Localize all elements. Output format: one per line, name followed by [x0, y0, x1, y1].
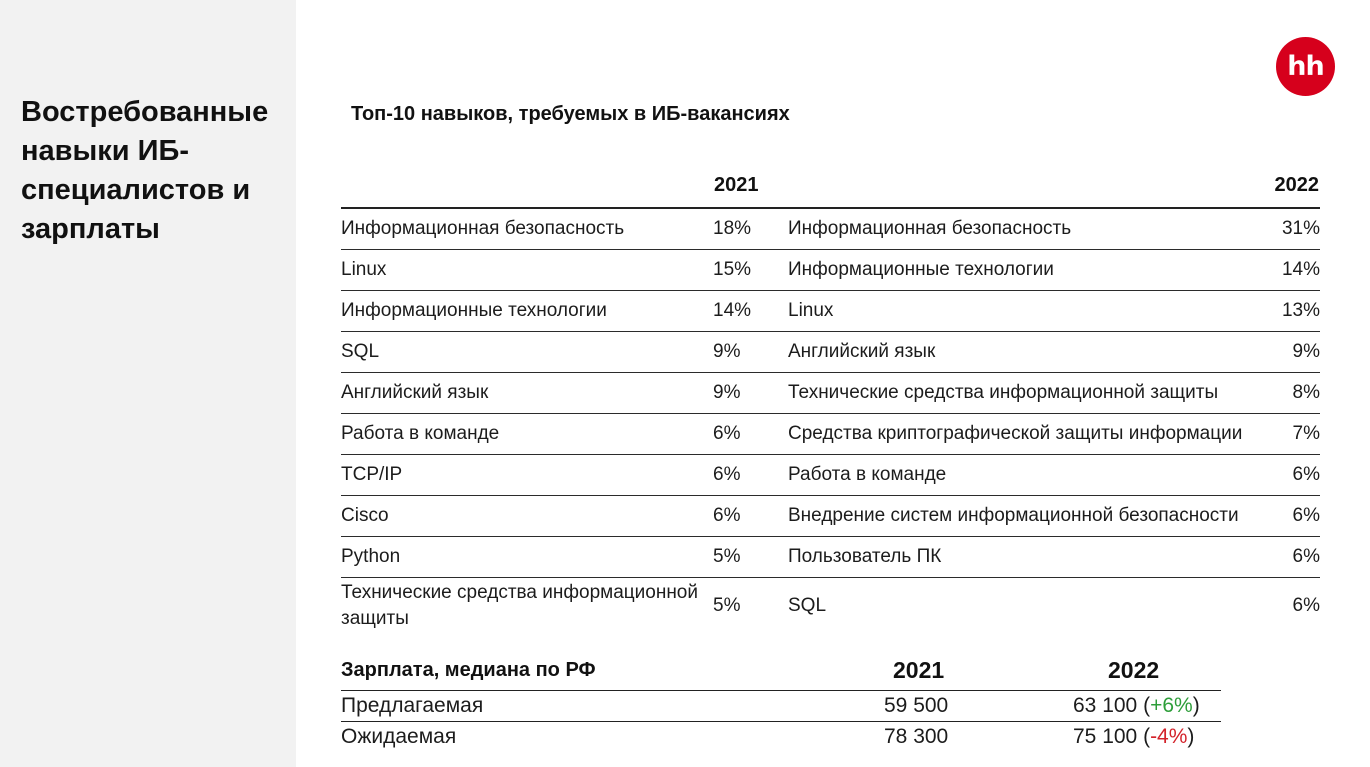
- skills-row: [341, 455, 1320, 496]
- salary-2022-cell: 75 100 (-4%): [1073, 725, 1195, 748]
- skill-2022-percent: 6%: [1292, 595, 1320, 616]
- skill-2021-percent: 5%: [713, 546, 741, 567]
- skills-table-title: Топ-10 навыков, требуемых в ИБ-вакансиях: [351, 103, 790, 125]
- skill-2022-percent: 7%: [1292, 423, 1320, 444]
- skill-2021-percent: 9%: [713, 341, 741, 362]
- skills-row: [341, 578, 1320, 635]
- salary-table-rule: [341, 690, 1221, 691]
- salary-change-positive: +6%: [1150, 694, 1193, 717]
- salary-2022-value: 75 100: [1073, 725, 1138, 748]
- skill-2022-name: SQL: [788, 595, 827, 616]
- salary-row-label: Ожидаемая: [341, 725, 457, 748]
- skill-2022-percent: 8%: [1292, 382, 1320, 403]
- salary-row-expected: [341, 723, 1221, 753]
- skills-row: [341, 496, 1320, 537]
- salary-2021-value: 59 500: [884, 694, 949, 717]
- salary-row-divider: [341, 721, 1221, 722]
- skill-2022-name: Средства криптографической защиты информации: [788, 423, 1243, 444]
- salary-row-label: Предлагаемая: [341, 694, 484, 717]
- salary-2021-value: 78 300: [884, 725, 949, 748]
- skill-2021-name: Английский язык: [341, 382, 489, 403]
- salary-change-negative: -4%: [1150, 725, 1188, 748]
- hh-logo: [1276, 37, 1335, 96]
- skill-2021-percent: 15%: [713, 259, 752, 280]
- skill-2021-name: Linux: [341, 259, 387, 280]
- skill-2021-percent: 6%: [713, 423, 741, 444]
- salary-year-2022-header: 2022: [1108, 657, 1160, 683]
- skill-2022-name: Внедрение систем информационной безопасности: [788, 505, 1239, 526]
- skill-2021-name: Работа в команде: [341, 423, 500, 444]
- skill-2022-name: Работа в команде: [788, 464, 947, 485]
- skill-2022-percent: 6%: [1292, 546, 1320, 567]
- skill-2022-percent: 31%: [1281, 218, 1320, 239]
- skills-row: [341, 291, 1320, 332]
- skill-2022-percent: 6%: [1292, 505, 1320, 526]
- skill-2021-name: Технические средства информационной защиты: [341, 582, 698, 629]
- salary-2022-cell: 63 100 (+6%): [1073, 694, 1200, 717]
- sidebar-panel: [0, 0, 296, 767]
- salary-table-header: [341, 659, 1221, 689]
- skills-row: [341, 209, 1320, 250]
- skill-2021-percent: 6%: [713, 464, 741, 485]
- skills-table: [341, 207, 1320, 633]
- skill-2022-name: Информационные технологии: [788, 259, 1054, 280]
- salary-table-title: Зарплата, медиана по РФ: [341, 659, 596, 681]
- skills-year-2021-header: 2021: [714, 174, 759, 196]
- skill-2021-name: Информационная безопасность: [341, 218, 625, 239]
- salary-row-offered: [341, 692, 1221, 722]
- page-title: Востребованные навыки ИБ-специалистов и зарплаты: [21, 96, 269, 245]
- skill-2021-percent: 6%: [713, 505, 741, 526]
- skills-row: [341, 537, 1320, 578]
- skill-2022-name: Информационная безопасность: [788, 218, 1072, 239]
- skills-year-2022-header: 2022: [1274, 174, 1319, 196]
- skill-2022-percent: 6%: [1292, 464, 1320, 485]
- skill-2021-percent: 9%: [713, 382, 741, 403]
- skill-2021-name: TCP/IP: [341, 464, 403, 485]
- skill-2021-percent: 18%: [713, 218, 752, 239]
- skill-2022-name: Английский язык: [788, 341, 936, 362]
- skill-2021-name: Информационные технологии: [341, 300, 607, 321]
- skill-2021-name: Python: [341, 546, 401, 567]
- skill-2022-percent: 13%: [1281, 300, 1320, 321]
- salary-2022-value: 63 100: [1073, 694, 1138, 717]
- skill-2022-name: Linux: [788, 300, 834, 321]
- skill-2022-name: Технические средства информационной защиты: [788, 382, 1219, 403]
- skill-2021-name: SQL: [341, 341, 380, 362]
- skill-2022-percent: 9%: [1292, 341, 1320, 362]
- skill-2022-percent: 14%: [1281, 259, 1320, 280]
- salary-year-2021-header: 2021: [893, 657, 945, 683]
- skill-2022-name: Пользователь ПК: [788, 546, 942, 567]
- skill-2021-name: Cisco: [341, 505, 389, 526]
- skill-2021-percent: 5%: [713, 595, 741, 616]
- skill-2021-percent: 14%: [713, 300, 752, 321]
- skills-row: [341, 414, 1320, 455]
- skills-row: [341, 250, 1320, 291]
- skills-row: [341, 373, 1320, 414]
- hh-logo-text: hh: [1287, 51, 1324, 82]
- skills-row: [341, 332, 1320, 373]
